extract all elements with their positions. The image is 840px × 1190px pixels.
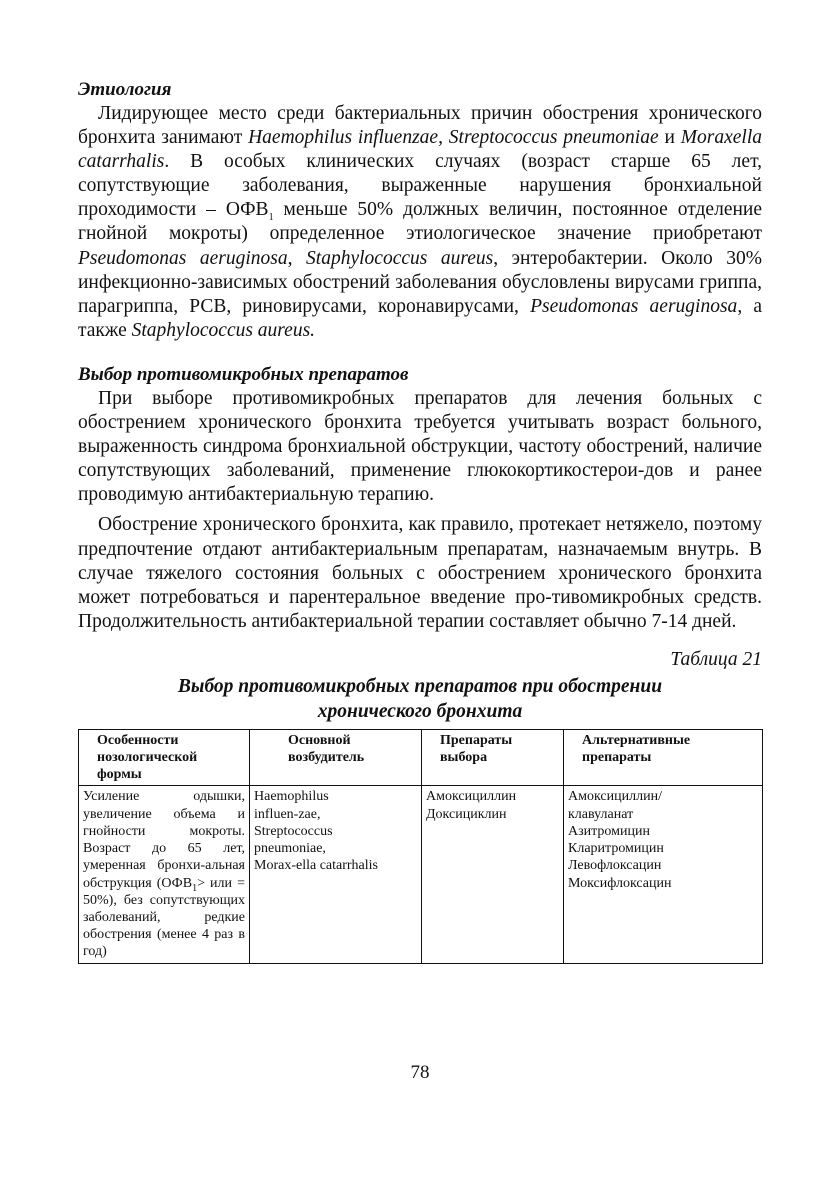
drug-line: Доксициклин bbox=[426, 806, 507, 822]
species-name: Moraxella catarrhalis bbox=[78, 127, 762, 173]
pathogen-line: Streptococcus bbox=[254, 823, 333, 839]
subscript: 1 bbox=[192, 882, 198, 894]
species-name: Staphylococcus aureus bbox=[306, 247, 494, 269]
table-header-cell: Основной возбудитель bbox=[250, 729, 422, 786]
pathogen-line: pneumoniae, bbox=[254, 841, 326, 857]
table-title bbox=[78, 674, 762, 724]
paragraph-drug-choice: При выборе противомикробных препаратов для лечения больных с обострением хронического бронхита требуется учитывать возраст больного, выраженность синдрома бронхиальной обструкции, частоту обострений, наличие сопутствующих заболеваний, применение глюкокортикостерои-дов и ранее проводимую антибактериальную терапию. bbox=[78, 387, 762, 506]
drug-line: клавуланат bbox=[568, 806, 634, 822]
pathogen-line: Morax-ella catarrhalis bbox=[254, 858, 378, 874]
text: , а также bbox=[78, 295, 763, 341]
text: Лидирующее место среди бактериальных причин обострения хронического бронхита занимают bbox=[78, 103, 762, 149]
subscript: 1 bbox=[268, 212, 274, 224]
paragraph-etiology bbox=[78, 102, 762, 343]
species-name: Pseudomonas aeruginosa bbox=[78, 247, 288, 269]
drug-line: Амоксициллин/ bbox=[568, 789, 662, 805]
table-cell-nosology bbox=[79, 786, 250, 963]
page-number: 78 bbox=[410, 1062, 430, 1083]
text: меньше 50% должных величин, постоянное отделение гнойной мокроты) определенное этиологическое значение приобретают bbox=[78, 199, 762, 245]
table-title-line1: Выбор противомикробных препаратов при обострении bbox=[177, 675, 663, 697]
table-header-cell: Альтернативные препараты bbox=[564, 729, 763, 786]
heading-drug-choice: Выбор противомикробных препаратов bbox=[78, 363, 409, 385]
table-cell-pathogen bbox=[250, 786, 422, 963]
species-name: Pseudomonas aeruginosa bbox=[530, 295, 738, 317]
drug-line: Кларитромицин bbox=[568, 841, 664, 857]
table-header-row bbox=[79, 729, 763, 786]
text: , bbox=[287, 247, 307, 269]
species-name: Haemophilus influenzae, Streptococcus pneumoniae bbox=[248, 127, 659, 149]
cell-text: > или = 50%), без сопутствующих заболеваний, редкие обострения (менее 4 раз в год) bbox=[83, 875, 246, 960]
text: , энтеробактерии. Около 30% инфекционно-зависимых обострений заболевания обусловлены вирусами гриппа, парагриппа, РСВ, риновирусами, коронавирусами, bbox=[78, 247, 762, 317]
page-content bbox=[78, 78, 762, 964]
cell-text: Усиление одышки, увеличение объема и гнойности мокроты. Возраст до 65 лет, умеренная бронхи-альная обструкция (ОФВ bbox=[83, 789, 245, 891]
table-header-cell: Особенности нозологической формы bbox=[79, 729, 250, 786]
drug-line: Моксифлоксацин bbox=[568, 875, 672, 891]
table-title-line2: хронического бронхита bbox=[317, 700, 523, 722]
drug-line: Амоксициллин bbox=[426, 789, 517, 805]
table-cell-alternatives bbox=[564, 786, 763, 963]
drug-line: Азитромицин bbox=[568, 823, 650, 839]
pathogen-line: Haemophilus bbox=[254, 789, 329, 805]
drug-line: Левофлоксацин bbox=[568, 858, 662, 874]
heading-etiology: Этиология bbox=[78, 79, 172, 100]
table-header-cell: Препараты выбора bbox=[422, 729, 564, 786]
table-label: Таблица 21 bbox=[670, 648, 762, 670]
pathogen-line: influen-zae, bbox=[254, 806, 321, 822]
table-row bbox=[79, 786, 763, 963]
text: . В особых клинических случаях (возраст старше 65 лет, сопутствующие заболевания, выраженные нарушения бронхиальной проходимости – ОФВ bbox=[78, 151, 762, 221]
drug-table bbox=[78, 729, 763, 964]
table-cell-drugs-of-choice bbox=[422, 786, 564, 963]
text: и bbox=[658, 127, 681, 149]
species-name: Staphylococcus aureus. bbox=[131, 319, 316, 341]
paragraph-exacerbation: Обострение хронического бронхита, как правило, протекает нетяжело, поэтому предпочтение отдают антибактериальным препаратам, назначаемым внутрь. В случае тяжелого состояния больных с обострением хронического бронхита может потребоваться и парентеральное введение про-тивомикробных средств. Продолжительность антибактериальной терапии составляет обычно 7-14 дней. bbox=[78, 514, 762, 632]
